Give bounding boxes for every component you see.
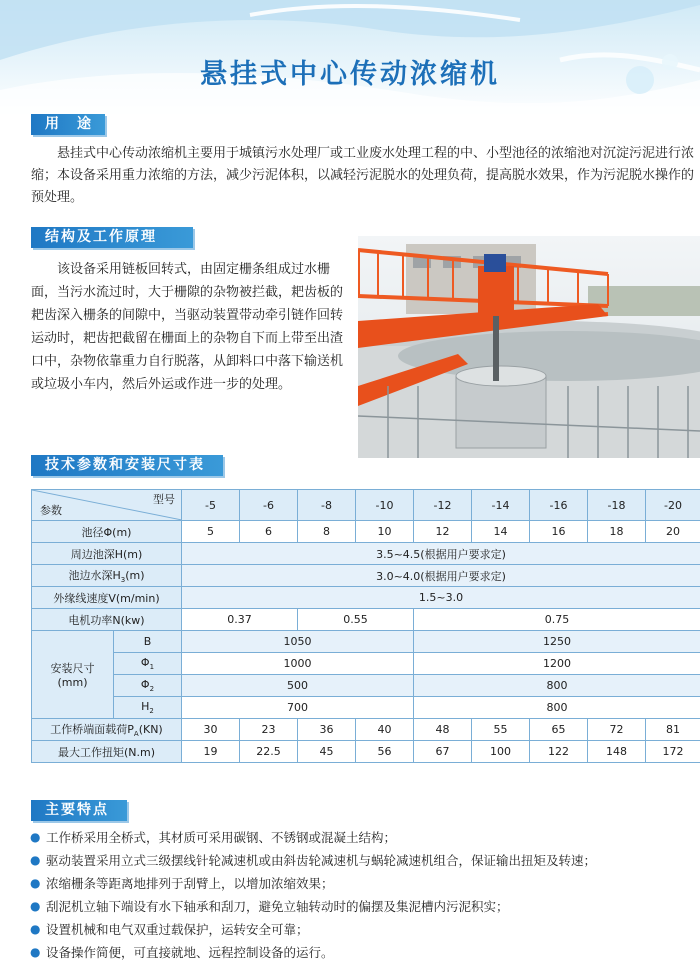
table-cell: 500: [182, 675, 414, 697]
table-cell: 800: [414, 675, 700, 697]
section-heading-specs: 技术参数和安装尺寸表: [31, 455, 223, 476]
table-cell: 56: [356, 741, 414, 763]
table-row: [32, 587, 700, 609]
table-row: [32, 697, 700, 719]
table-cell: 18: [588, 521, 646, 543]
table-cell: 3.5~4.5(根据用户要求定): [182, 543, 700, 565]
table-cell: 45: [298, 741, 356, 763]
table-cell: 20: [646, 521, 700, 543]
feature-list: [30, 826, 700, 961]
list-item: ● 驱动装置采用立式三级摆线针轮减速机或由斜齿轮减速机与蜗轮减速机组合，保证输出扭矩及转速；: [30, 849, 700, 872]
row-sublabel-phi2: $\Phi_2$: [114, 675, 182, 697]
model-header: -6: [240, 490, 298, 521]
table-cell: 36: [298, 719, 356, 741]
table-cell: 1.5~3.0: [182, 587, 700, 609]
table-cell: 14: [472, 521, 530, 543]
row-label-diameter: 池径Φ(m): [32, 521, 182, 543]
table-corner-cell: [32, 490, 182, 521]
bullet-icon: ●: [30, 945, 41, 959]
table-cell: 5: [182, 521, 240, 543]
table-cell: 700: [182, 697, 414, 719]
row-label-load: 工作桥端面载荷$P_A(KN)$: [32, 719, 182, 741]
bullet-icon: ●: [30, 876, 41, 890]
table-cell: 40: [356, 719, 414, 741]
section-heading-principle: 结构及工作原理: [31, 227, 193, 248]
table-cell: 72: [588, 719, 646, 741]
model-header: -12: [414, 490, 472, 521]
list-item: ● 刮泥机立轴下端设有水下轴承和刮刀，避免立轴转动时的偏摆及集泥槽内污泥积实；: [30, 895, 700, 918]
model-header: -8: [298, 490, 356, 521]
table-cell: 100: [472, 741, 530, 763]
principle-text: 该设备采用链板回转式，由固定栅条组成过水栅面，当污水流过时，大于栅隙的杂物被拦截，耙齿板的耙齿深入栅条的间隙中，当驱动装置带动牵引链作回转运动时，耙齿把截留在栅面上的杂物自下而上带至出渣口中，杂物依靠重力自行脱落，从卸料口中落下输送机或垃圾小车内，然后外运或作进一步的处理。: [31, 262, 344, 392]
bullet-icon: ●: [30, 922, 41, 936]
thickener-photo: [358, 236, 700, 458]
row-label-install: 安装尺寸 (mm): [32, 631, 114, 719]
table-cell: 67: [414, 741, 472, 763]
table-cell: 0.55: [298, 609, 414, 631]
table-cell: 16: [530, 521, 588, 543]
row-label-torque: 最大工作扭矩(N.m): [32, 741, 182, 763]
table-cell: 0.37: [182, 609, 298, 631]
corner-param-label: 参数: [40, 504, 62, 517]
table-cell: 1050: [182, 631, 414, 653]
table-row: [32, 631, 700, 653]
model-header: -18: [588, 490, 646, 521]
table-cell: 12: [414, 521, 472, 543]
row-label-water-depth: 池边水深$H_3(m)$: [32, 565, 182, 587]
table-cell: 1250: [414, 631, 700, 653]
row-sublabel-phi1: $\Phi_1$: [114, 653, 182, 675]
list-item: ● 设置机械和电气双重过载保护，运转安全可靠；: [30, 918, 700, 941]
table-cell: 48: [414, 719, 472, 741]
table-cell: 800: [414, 697, 700, 719]
table-cell: 1200: [414, 653, 700, 675]
table-cell: 30: [182, 719, 240, 741]
table-cell: 81: [646, 719, 700, 741]
row-label-power: 电机功率N(kw): [32, 609, 182, 631]
row-label-edge-depth: 周边池深H(m): [32, 543, 182, 565]
table-cell: 22.5: [240, 741, 298, 763]
table-cell: 0.75: [414, 609, 700, 631]
corner-model-label: 型号: [153, 493, 175, 506]
table-cell: 148: [588, 741, 646, 763]
table-cell: 1000: [182, 653, 414, 675]
model-header: -10: [356, 490, 414, 521]
table-row: [32, 719, 700, 741]
table-row: [32, 675, 700, 697]
page-title: 悬挂式中心传动浓缩机: [200, 59, 500, 90]
table-cell: 8: [298, 521, 356, 543]
table-cell: 6: [240, 521, 298, 543]
table-cell: 65: [530, 719, 588, 741]
table-row: [32, 741, 700, 763]
table-cell: 23: [240, 719, 298, 741]
table-cell: 3.0~4.0(根据用户要求定): [182, 565, 700, 587]
table-row: [32, 543, 700, 565]
list-item: ● 浓缩栅条等距离地排列于刮臂上，以增加浓缩效果；: [30, 872, 700, 895]
table-cell: 10: [356, 521, 414, 543]
model-header: -20: [646, 490, 700, 521]
bullet-icon: ●: [30, 899, 41, 913]
list-item: ● 设备操作简便，可直接就地、远程控制设备的运行。: [30, 941, 700, 961]
section-heading-features: 主要特点: [31, 800, 127, 821]
table-cell: 172: [646, 741, 700, 763]
spec-table: [31, 489, 700, 763]
table-header-row: [32, 490, 700, 521]
section-heading-usage: 用 途: [31, 114, 105, 135]
bullet-icon: ●: [30, 830, 41, 844]
table-row: [32, 521, 700, 543]
model-header: -14: [472, 490, 530, 521]
row-label-speed: 外缘线速度V(m/min): [32, 587, 182, 609]
row-sublabel-b: B: [114, 631, 182, 653]
row-sublabel-h2: $H_2$: [114, 697, 182, 719]
table-row: [32, 653, 700, 675]
header-banner: [0, 0, 700, 120]
bullet-icon: ●: [30, 853, 41, 867]
usage-text: 悬挂式中心传动浓缩机主要用于城镇污水处理厂或工业废水处理工程的中、小型池径的浓缩池对沉淀污泥进行浓缩；本设备采用重力浓缩的方法，减少污泥体积，以减轻污泥脱水的处理负荷，提高脱水效果，作为污泥脱水操作的预处理。: [31, 146, 695, 205]
table-cell: 55: [472, 719, 530, 741]
table-cell: 122: [530, 741, 588, 763]
list-item: ● 工作桥采用全桥式，其材质可采用碳钢、不锈钢或混凝土结构；: [30, 826, 700, 849]
table-cell: 19: [182, 741, 240, 763]
model-header: -5: [182, 490, 240, 521]
table-row: [32, 609, 700, 631]
table-row: [32, 565, 700, 587]
model-header: -16: [530, 490, 588, 521]
